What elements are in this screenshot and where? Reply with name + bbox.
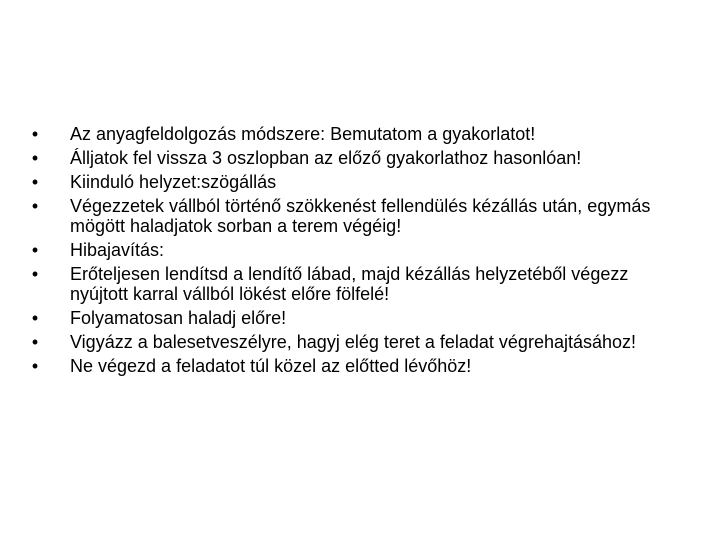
bullet-icon: •	[31, 196, 39, 216]
bullet-text: Vigyázz a balesetveszélyre, hagyj elég teret a feladat végrehajtásához!	[70, 332, 637, 352]
bullet-text: Az anyagfeldolgozás módszere: Bemutatom a gyakorlatot!	[70, 124, 536, 144]
bullet-text: Végezzetek vállból történő szökkenést fellendülés kézállás után, egymás mögött haladjatok sorban a terem végéig!	[70, 196, 651, 236]
bullet-item	[28, 264, 688, 304]
bullet-icon: •	[31, 308, 39, 328]
bullet-icon: •	[31, 172, 39, 192]
bullet-item	[28, 356, 688, 376]
bullet-text: Ne végezd a feladatot túl közel az előtted lévőhöz!	[70, 356, 472, 376]
bullet-icon: •	[31, 264, 39, 284]
bullet-text: Álljatok fel vissza 3 oszlopban az előző gyakorlathoz hasonlóan!	[70, 148, 582, 168]
bullet-item	[28, 172, 688, 192]
bullet-item	[28, 148, 688, 168]
bullet-icon: •	[31, 124, 39, 144]
bullet-item	[28, 240, 688, 260]
bullet-list	[28, 124, 688, 380]
bullet-text: Kiinduló helyzet:szögállás	[70, 172, 277, 192]
bullet-icon: •	[31, 356, 39, 376]
bullet-text: Folyamatosan haladj előre!	[70, 308, 287, 328]
bullet-icon: •	[31, 240, 39, 260]
bullet-icon: •	[31, 332, 39, 352]
bullet-item	[28, 332, 688, 352]
bullet-item	[28, 196, 688, 236]
bullet-icon: •	[31, 148, 39, 168]
bullet-text: Hibajavítás:	[70, 240, 165, 260]
bullet-item	[28, 124, 688, 144]
bullet-item	[28, 308, 688, 328]
bullet-text: Erőteljesen lendítsd a lendítő lábad, majd kézállás helyzetéből végezz nyújtott karral vállból lökést előre fölfelé!	[70, 264, 629, 304]
